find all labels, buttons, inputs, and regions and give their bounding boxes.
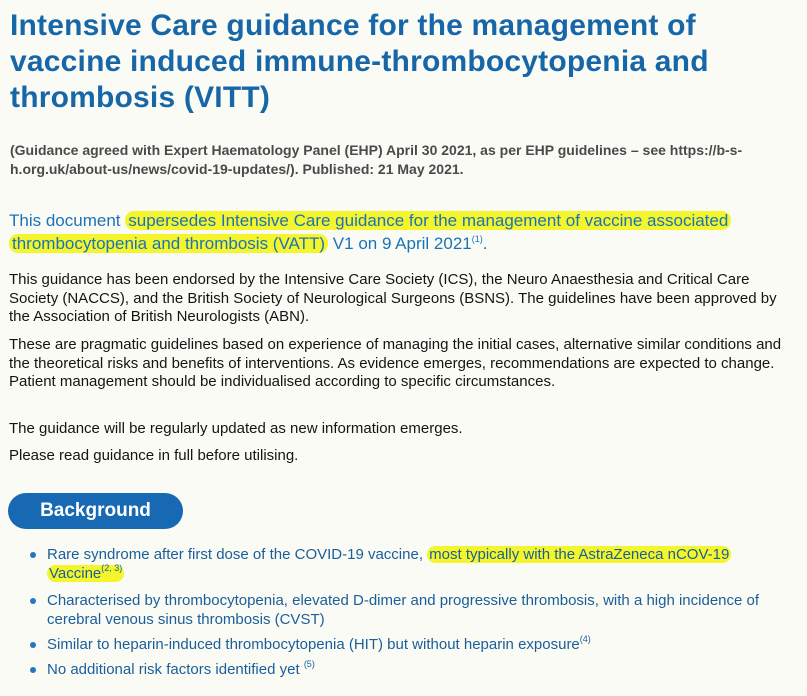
bullet-highlight-text: most typically with the AstraZeneca nCOV-19 Vaccine xyxy=(49,546,730,582)
bullet-dot-icon xyxy=(30,642,36,648)
list-item xyxy=(47,545,767,583)
pragmatic-paragraph: These are pragmatic guidelines based on experience of managing the initial cases, alternative similar conditions and the theoretical risks and benefits of interventions. As evidence emerges, recommendations are expected to change. Patient management should be individualised according to specific circumstances. xyxy=(9,336,782,390)
bullet-reference: (4) xyxy=(579,634,591,644)
bullet-text: Rare syndrome after first dose of the COVID-19 vaccine, xyxy=(47,546,423,563)
bullet-dot-icon xyxy=(30,552,36,558)
bullet-text: No additional risk factors identified yet xyxy=(47,661,300,678)
supersedes-statement xyxy=(9,209,799,255)
page-title: Intensive Care guidance for the management of vaccine induced immune-thrombocytopenia and thrombosis (VITT) xyxy=(10,9,709,114)
list-item xyxy=(47,635,767,654)
bullet-reference: (2, 3) xyxy=(101,563,123,573)
bullet-dot-icon xyxy=(30,667,36,673)
endorsement-paragraph: This guidance has been endorsed by the Intensive Care Society (ICS), the Neuro Anaesthesia and Critical Care Society (NACCS), and the British Society of Neurological Surgeons (BSNS). The guidelines have been approved by the Association of British Neurologists (ABN). xyxy=(9,271,777,325)
list-item xyxy=(47,591,767,629)
supersedes-end: . xyxy=(482,234,488,253)
bullet-text: Characterised by thrombocytopenia, elevated D-dimer and progressive thrombosis, with a high incidence of cerebral venous sinus thrombosis (CVST) xyxy=(47,592,760,628)
bullet-dot-icon xyxy=(30,598,36,604)
list-item xyxy=(47,660,767,679)
supersedes-highlight: supersedes Intensive Care guidance for the management of vaccine associated thrombocytopenia and thrombosis (VATT) xyxy=(9,211,731,253)
supersedes-suffix: V1 on 9 April 2021 xyxy=(332,234,472,253)
bullet-reference: (5) xyxy=(303,659,315,669)
background-heading: Background xyxy=(8,493,183,529)
supersedes-prefix: This document xyxy=(9,211,121,230)
agreement-note: (Guidance agreed with Expert Haematology Panel (EHP) April 30 2021, as per EHP guidelines – see https://b-s-h.org.uk/about-us/news/covid-19-updates/). Published: 21 May 2021. xyxy=(10,142,743,177)
update-paragraph: The guidance will be regularly updated as new information emerges. xyxy=(9,420,463,437)
bullet-text: Similar to heparin-induced thrombocytopenia (HIT) but without heparin exposure xyxy=(47,636,580,653)
read-guidance-paragraph: Please read guidance in full before utilising. xyxy=(9,447,299,464)
supersedes-reference: (1) xyxy=(471,234,483,244)
